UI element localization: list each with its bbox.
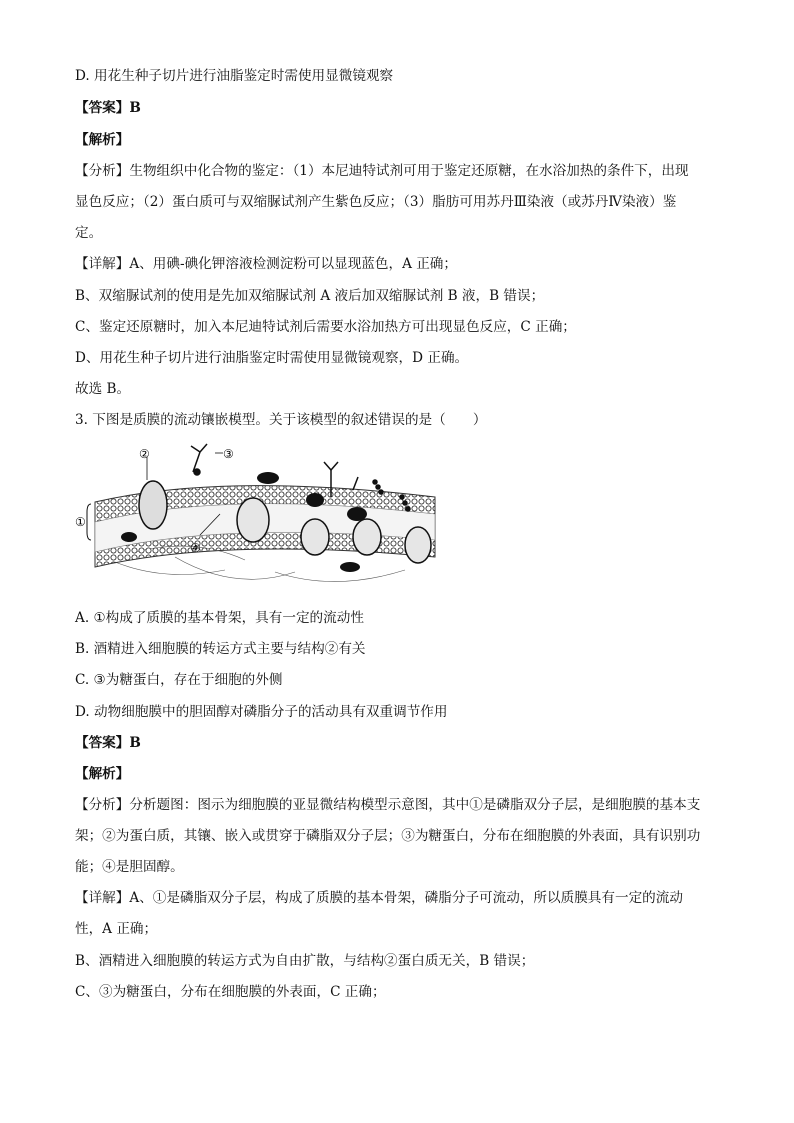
analysis-line-3: 定。 (75, 225, 103, 241)
label-2: ② (139, 447, 150, 461)
detail-line-d: D、用花生种子切片进行油脂鉴定时需使用显微镜观察，D 正确。 (75, 350, 469, 366)
detail-line-a: 【详解】A、用碘-碘化钾溶液检测淀粉可以显现蓝色，A 正确； (75, 256, 457, 272)
protein (301, 519, 329, 555)
label-1: ① (75, 515, 86, 529)
analysis-label-2: 【解析】 (75, 766, 130, 782)
glycoprotein-3 (191, 444, 207, 475)
option-c: C. ③为糖蛋白，存在于细胞的外侧 (75, 672, 283, 688)
answer-label-2: 【答案】B (75, 735, 141, 751)
protein-2 (139, 481, 167, 529)
analysis-2-line-1: 【分析】分析题图：图示为细胞膜的亚显微结构模型示意图，其中①是磷脂双分子层，是细胞膜的基本支 (75, 797, 701, 813)
answer-label: 【答案】B (75, 100, 141, 116)
membrane-model-figure (75, 442, 440, 592)
detail-line-b: B、双缩脲试剂的使用是先加双缩脲试剂 A 液后加双缩脲试剂 B 液，B 错误； (75, 288, 545, 304)
analysis-line-1: 【分析】生物组织中化合物的鉴定：（1）本尼迪特试剂可用于鉴定还原糖，在水浴加热的条件下，出现 (75, 163, 689, 179)
conclusion-line: 故选 B。 (75, 381, 131, 397)
option-a: A. ①构成了质膜的基本骨架，具有一定的流动性 (75, 610, 364, 626)
detail-2-line-a1: 【详解】A、①是磷脂双分子层，构成了质膜的基本骨架，磷脂分子可流动，所以质膜具有一定的流动 (75, 890, 683, 906)
analysis-2-line-3: 能；④是胆固醇。 (75, 859, 184, 875)
option-d-text: D. 用花生种子切片进行油脂鉴定时需使用显微镜观察 (75, 68, 394, 84)
detail-line-c: C、鉴定还原糖时，加入本尼迪特试剂后需要水浴加热方可出现显色反应，C 正确； (75, 319, 576, 335)
analysis-2-line-2: 架；②为蛋白质，其镶、嵌入或贯穿于磷脂双分子层；③为糖蛋白，分布在细胞膜的外表面，具有识别功 (75, 828, 701, 844)
detail-2-line-a2: 性，A 正确； (75, 921, 158, 937)
analysis-label: 【解析】 (75, 132, 130, 148)
option-b: B. 酒精进入细胞膜的转运方式主要与结构②有关 (75, 641, 366, 657)
analysis-line-2: 显色反应；（2）蛋白质可与双缩脲试剂产生紫色反应；（3）脂肪可用苏丹Ⅲ染液（或苏丹Ⅳ染液）鉴 (75, 194, 677, 210)
protein (405, 527, 431, 563)
option-d: D. 动物细胞膜中的胆固醇对磷脂分子的活动具有双重调节作用 (75, 704, 448, 720)
detail-2-line-c: C、③为糖蛋白，分布在细胞膜的外表面，C 正确； (75, 984, 386, 1000)
detail-2-line-b: B、酒精进入细胞膜的转运方式为自由扩散，与结构②蛋白质无关，B 错误； (75, 953, 535, 969)
label-3: ③ (223, 447, 234, 461)
protein (353, 519, 381, 555)
protein (237, 498, 269, 542)
question-3-stem: 3. 下图是质膜的流动镶嵌模型。关于该模型的叙述错误的是（ ） (75, 412, 487, 428)
label-4: ④ (190, 541, 201, 555)
